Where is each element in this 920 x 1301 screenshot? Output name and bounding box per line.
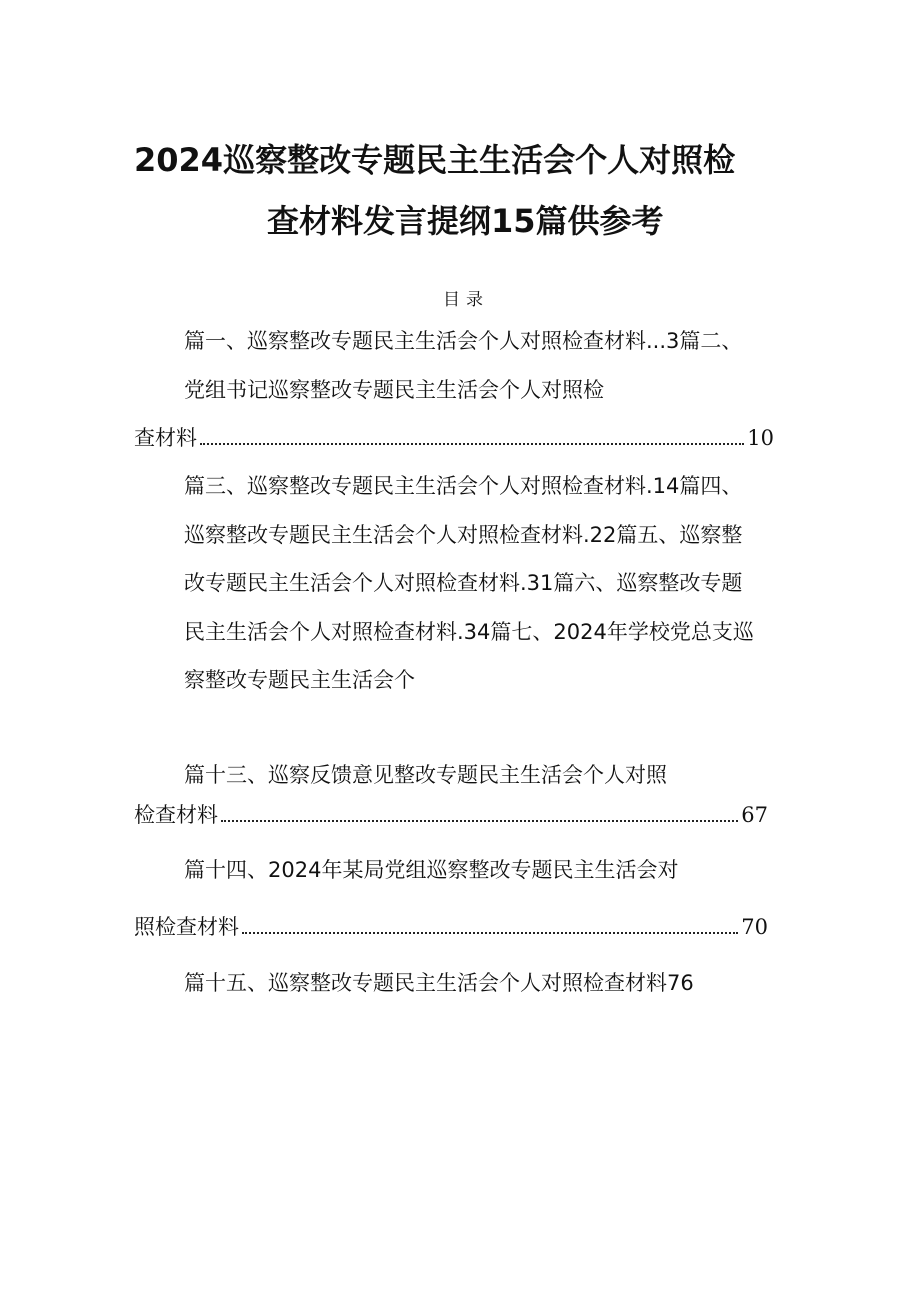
toc-entry-label: 照检查材料 <box>134 915 239 939</box>
toc-page-number: 10 <box>747 426 774 450</box>
dot-leader <box>200 442 744 445</box>
toc-line: 篇三、巡察整改专题民主生活会个人对照检查材料.14篇四、 <box>184 474 743 498</box>
toc-entry-label: 检查材料 <box>134 803 218 827</box>
toc-line: 巡察整改专题民主生活会个人对照检查材料.22篇五、巡察整 <box>184 523 743 547</box>
toc-line: 民主生活会个人对照检查材料.34篇七、2024年学校党总支巡 <box>184 620 754 644</box>
toc-heading: 目录 <box>443 290 489 310</box>
toc-entry-dotted <box>134 805 768 826</box>
document-title-line2: 查材料发言提纲15篇供参考 <box>267 202 664 240</box>
dot-leader <box>221 819 738 822</box>
toc-page-number: 70 <box>741 915 768 939</box>
toc-line: 改专题民主生活会个人对照检查材料.31篇六、巡察整改专题 <box>184 571 743 595</box>
document-title-line1: 2024巡察整改专题民主生活会个人对照检 <box>134 141 736 179</box>
toc-entry-label: 查材料 <box>134 426 197 450</box>
toc-line: 篇十四、2024年某局党组巡察整改专题民主生活会对 <box>184 858 679 882</box>
toc-line: 篇十五、巡察整改专题民主生活会个人对照检查材料76 <box>184 971 694 995</box>
toc-line: 篇一、巡察整改专题民主生活会个人对照检查材料...3篇二、 <box>184 329 743 353</box>
dot-leader <box>242 931 738 934</box>
toc-entry-dotted <box>134 917 768 938</box>
toc-line: 篇十三、巡察反馈意见整改专题民主生活会个人对照 <box>184 763 667 787</box>
toc-entry-dotted <box>134 428 774 449</box>
toc-line: 党组书记巡察整改专题民主生活会个人对照检 <box>184 378 604 402</box>
toc-page-number: 67 <box>741 803 768 827</box>
toc-line: 察整改专题民主生活会个 <box>184 668 415 692</box>
